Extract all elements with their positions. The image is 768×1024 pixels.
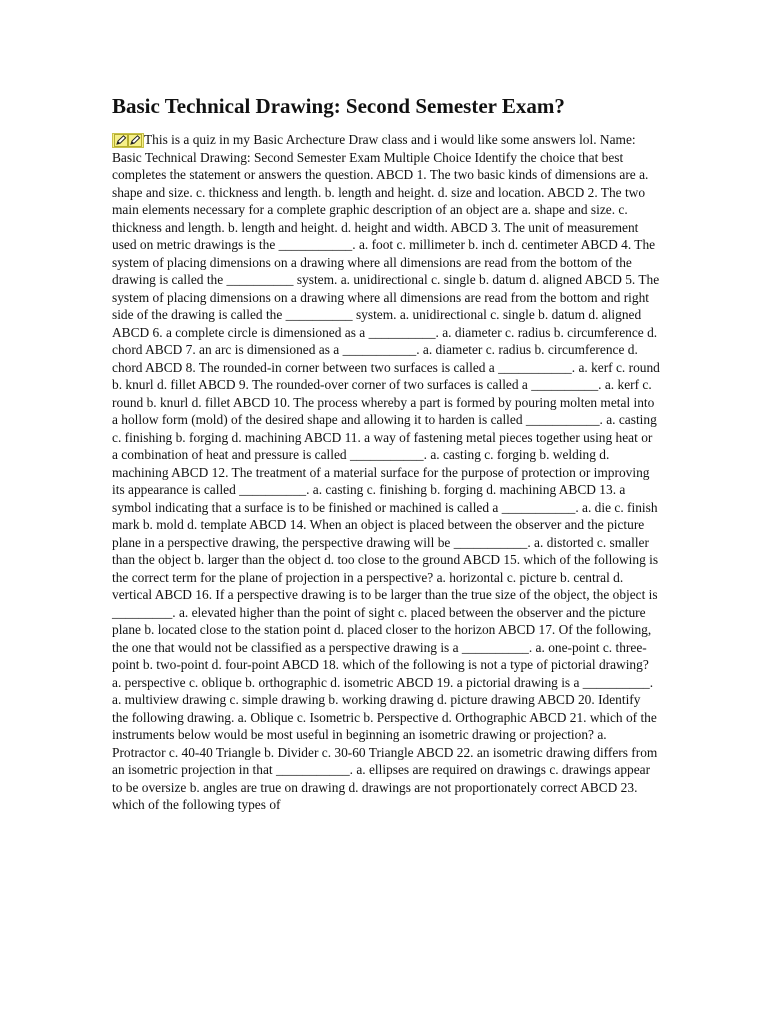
body-text: This is a quiz in my Basic Archecture Draw class and i would like some answers lol. Name: Basic Technical Drawing: Second Semester Exam Multiple Choice Identify the choice that best completes the statement or answers the question. ABCD 1. The two basic kinds of dimensions are a. shape and size. c. thickness and length. b. length and height. d. size and location. ABCD 2. The two main elements necessary for a complete graphic description of an object are a. shape and size. c. thickness and length. b. length and height. d. height and width. ABCD 3. The unit of measurement used on metric drawings is the ___________. a. foot c. millimeter b. inch d. centimeter ABCD 4. The system of placing dimensions on a drawing where all dimensions are read from the bottom of the drawing is called the __________ system. a. unidirectional c. single b. datum d. aligned ABCD 5. The system of placing dimensions on a drawing where all dimensions are read from the bottom and right side of the drawing is called the __________ system. a. unidirectional c. single b. datum d. aligned ABCD 6. a complete circle is dimensioned as a __________. a. diameter c. radius b. circumference d. chord ABCD 7. an arc is dimensioned as a ___________. a. diameter c. radius b. circumference d. chord ABCD 8. The rounded-in corner between two surfaces is called a ___________. a. kerf c. round b. knurl d. fillet ABCD 9. The rounded-over corner of two surfaces is called a __________. a. kerf c. round b. knurl d. fillet ABCD 10. The process whereby a part is formed by pouring molten metal into a hollow form (mold) of the desired shape and allowing it to harden is called ___________. a. casting c. finishing b. forging d. machining ABCD 11. a way of fastening metal pieces together using heat or a combination of heat and pressure is called ___________. a. casting c. forging b. welding d. machining ABCD 12. The treatment of a material surface for the purpose of protection or improving its appearance is called __________. a. casting c. finishing b. forging d. machining ABCD 13. a symbol indicating that a surface is to be finished or machined is called a ___________. a. die c. finish mark b. mold d. template ABCD 14. When an object is placed between the observer and the picture plane in a perspective drawing, the perspective drawing will be ___________. a. distorted c. smaller than the object b. larger than the object d. too close to the ground ABCD 15. which of the following is the correct term for the plane of projection in a perspective? a. horizontal c. picture b. central d. vertical ABCD 16. If a perspective drawing is to be larger than the true size of the object, the object is _________. a. elevated higher than the point of sight c. placed between the observer and the picture plane b. located close to the station point d. placed closer to the horizon ABCD 17. Of the following, the one that would not be classified as a perspective drawing is a __________. a. one-point c. three-point b. two-point d. four-point ABCD 18. which of the following is not a type of pictorial drawing? a. perspective c. oblique b. orthographic d. isometric ABCD 19. a pictorial drawing is a __________. a. multiview drawing c. simple drawing b. working drawing d. picture drawing ABCD 20. Identify the following drawing. a. Oblique c. Isometric b. Perspective d. Orthographic ABCD 21. which of the instruments below would be most useful in beginning an isometric drawing or projection? a. Protractor c. 40-40 Triangle b. Divider c. 30-60 Triangle ABCD 22. an isometric drawing differs from an isometric projection in that ___________. a. ellipses are required on drawings c. drawings appear to be oversize b. angles are true on drawing d. drawings are not proportionately correct ABCD 23. which of the following types of: [112, 132, 660, 812]
page-title: Basic Technical Drawing: Second Semester Exam?: [112, 94, 565, 118]
pencil-icon[interactable]: [114, 134, 128, 147]
answer-markers[interactable]: [112, 133, 144, 148]
question-body: [112, 131, 660, 814]
pencil-icon[interactable]: [128, 134, 142, 147]
